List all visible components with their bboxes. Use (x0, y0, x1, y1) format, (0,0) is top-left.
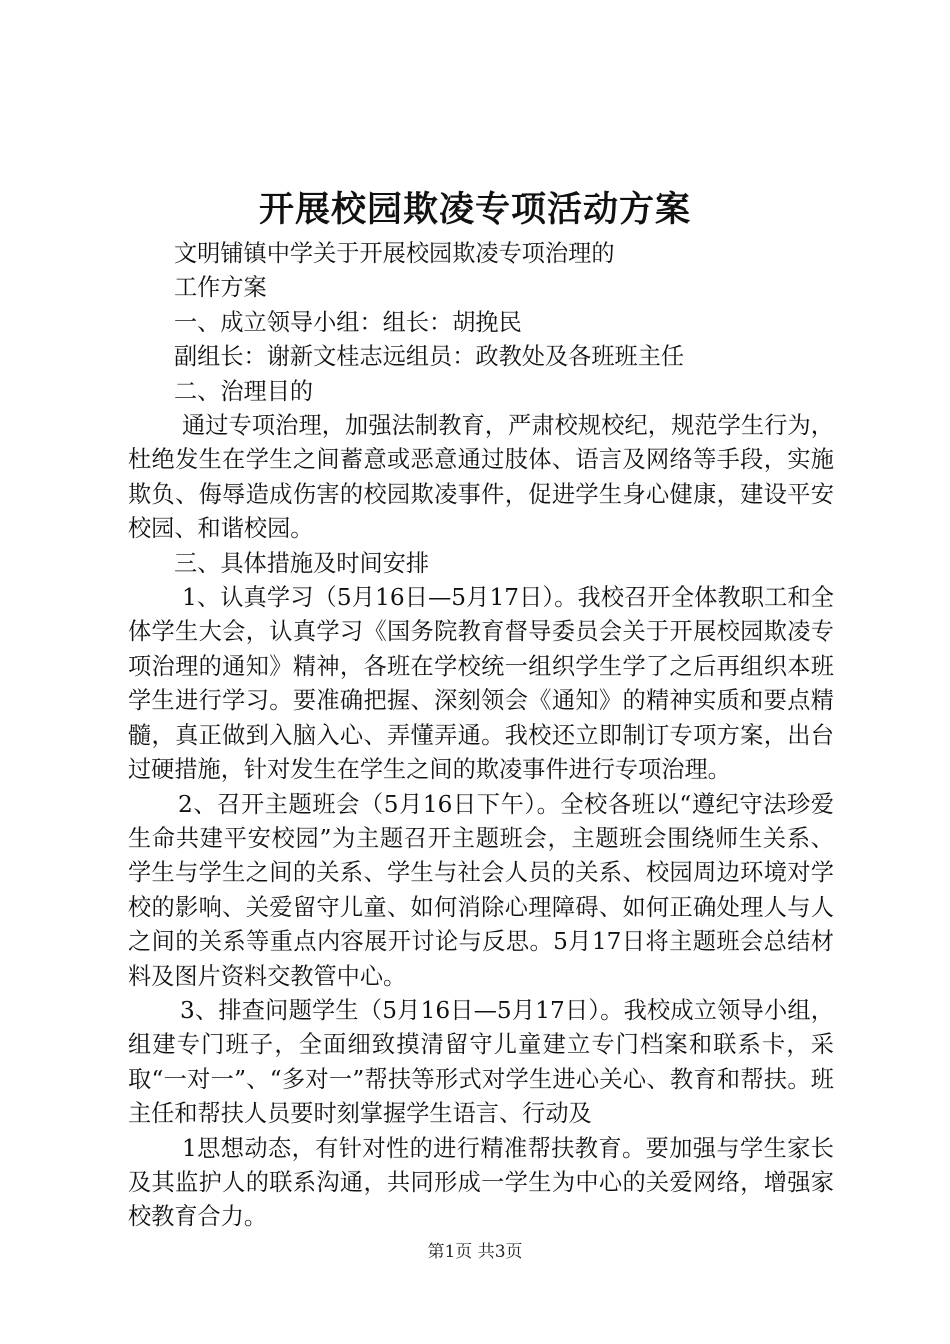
leadership-members: 副组长：谢新文桂志远组员：政教处及各班班主任 (174, 343, 685, 371)
document-body (128, 237, 834, 1235)
section-heading-purpose: 二、治理目的 (174, 377, 314, 405)
document-title: 开展校园欺凌专项活动方案 (258, 189, 691, 230)
section-heading-measures: 三、具体措施及时间安排 (174, 549, 430, 577)
subtitle-line-1: 文明铺镇中学关于开展校园欺凌专项治理的 (174, 240, 615, 267)
subtitle-line-2: 工作方案 (174, 274, 267, 302)
measure-2-paragraph: 2、召开主题班会（5月16日下午）。全校各班以“遵纪守法珍爱生命共建平安校园”为主题召开主题班会，主题班会围绕师生关系、学生与学生之间的关系、学生与社会人员的关系、校园周边环境对学校的影响、关爱留守儿童、如何消除心理障碍、如何正确处理人与人之间的关系等重点内容展开讨论与反思。5月17日将主题班会总结材料及图片资料交教管中心。 (128, 790, 834, 990)
measure-3-continued-paragraph: 1思想动态，有针对性的进行精准帮扶教育。要加强与学生家长及其监护人的联系沟通，共同形成一学生为中心的关爱网络，增强家校教育合力。 (128, 1134, 834, 1231)
measure-3-paragraph: 3、排查问题学生（5月16日—5月17日）。我校成立领导小组，组建专门班子，全面细致摸清留守儿童建立专门档案和联系卡，采取“一对一”、“多对一”帮扶等形式对学生进心关心、教育和帮扶。班主任和帮扶人员要时刻掌握学生语言、行动及 (128, 996, 834, 1128)
measure-1-paragraph: 1、认真学习（5月16日—5月17日）。我校召开全体教职工和全体学生大会，认真学习《国务院教育督导委员会关于开展校园欺凌专项治理的通知》精神，各班在学校统一组织学生学了之后再组织本班学生进行学习。要准确把握、深刻领会《通知》的精神实质和要点精髓，真正做到入脑入心、弄懂弄通。我校还立即制订专项方案，出台过硬措施，针对发生在学生之间的欺凌事件进行专项治理。 (128, 584, 834, 784)
section-heading-leadership: 一、成立领导小组：组长：胡挽民 (174, 308, 522, 336)
page-footer: 第1页 共3页 (427, 1242, 523, 1262)
purpose-paragraph: 通过专项治理，加强法制教育，严肃校规校纪，规范学生行为，杜绝发生在学生之间蓄意或恶意通过肢体、语言及网络等手段，实施欺负、侮辱造成伤害的校园欺凌事件，促进学生身心健康，建设平安校园、和谐校园。 (128, 412, 834, 543)
